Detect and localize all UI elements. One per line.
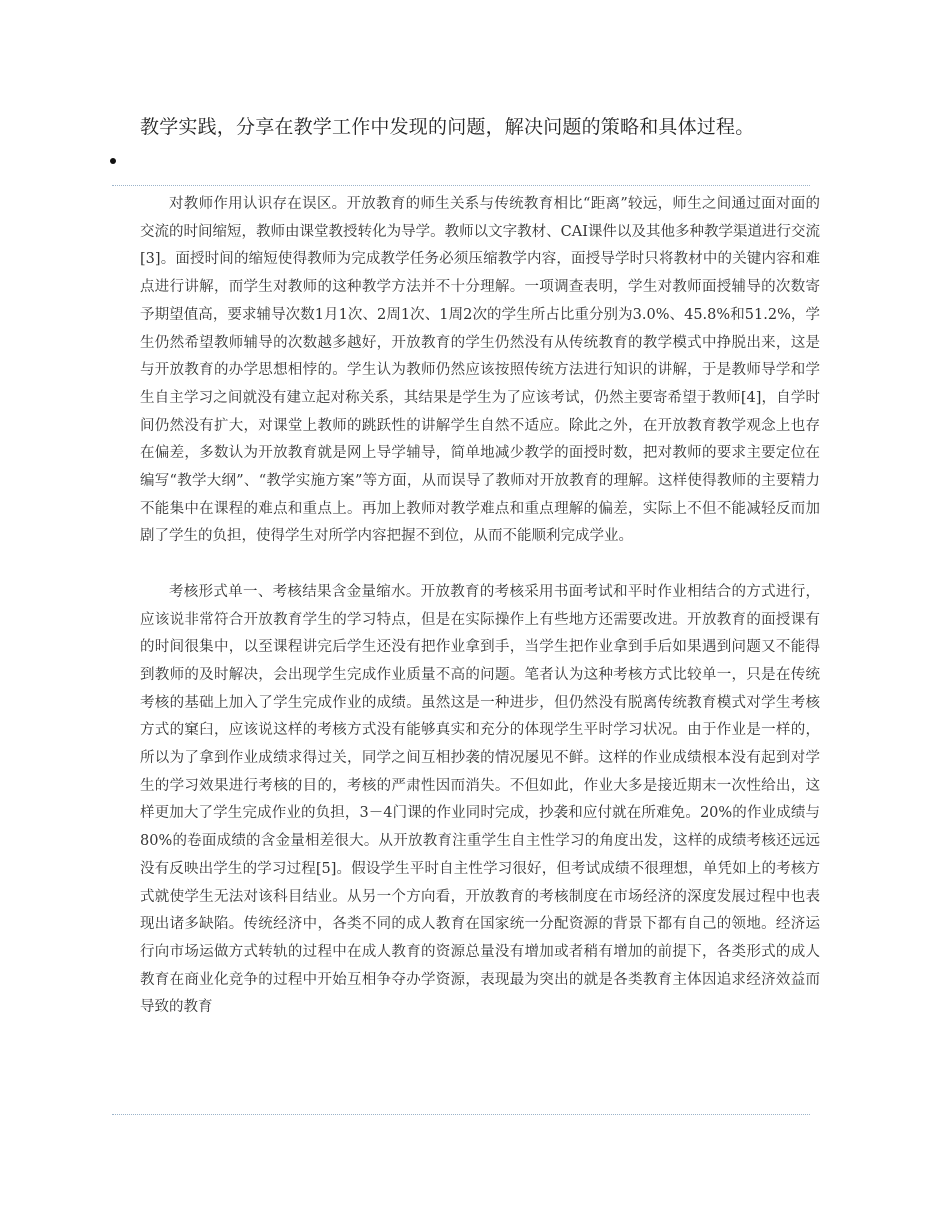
top-dotted-divider: [112, 185, 810, 186]
page-title: 教学实践，分享在教学工作中发现的问题，解决问题的策略和具体过程。: [140, 116, 755, 138]
bottom-dotted-divider: [112, 1114, 810, 1115]
paragraph-teacher-role: 对教师作用认识存在误区。开放教育的师生关系与传统教育相比“距离”较远，师生之间通过面对面的交流的时间缩短，教师由课堂教授转化为导学。教师以文字教材、CAI课件以及其他多种教学渠道进行交流[3]。面授时间的缩短使得教师为完成教学任务必须压缩教学内容，面授导学时只将教材中的关键内容和难点进行讲解，而学生对教师的这种教学方法并不十分理解。一项调查表明，学生对教师面授辅导的次数寄予期望值高，要求辅导次数1月1次、2周1次、1周2次的学生所占比重分别为3.0%、45.8%和51.2%，学生仍然希望教师辅导的次数越多越好，开放教育的学生仍然没有从传统教育的教学模式中挣脱出来，这是与开放教育的办学思想相悖的。学生认为教师仍然应该按照传统方法进行知识的讲解，于是教师导学和学生自主学习之间就没有建立起对称关系，其结果是学生为了应该考试，仍然主要寄希望于教师[4]，自学时间仍然没有扩大，对课堂上教师的跳跃性的讲解学生自然不适应。除此之外，在开放教育教学观念上也存在偏差，多数认为开放教育就是网上导学辅导，简单地减少教学的面授时数，把对教师的要求主要定位在编写“教学大纲”、“教学实施方案”等方面，从而误导了教师对开放教育的理解。这样使得教师的主要精力不能集中在课程的难点和重点上。再加上教师对教学难点和重点理解的偏差，实际上不但不能减轻反而加剧了学生的负担，使得学生对所学内容把握不到位，从而不能顺利完成学业。: [140, 196, 820, 545]
article-body: [140, 191, 820, 1022]
paragraph-assessment: 考核形式单一、考核结果含金量缩水。开放教育的考核采用书面考试和平时作业相结合的方式进行，应该说非常符合开放教育学生的学习特点，但是在实际操作上有些地方还需要改进。开放教育的面授课有的时间很集中，以至课程讲完后学生还没有把作业拿到手，当学生把作业拿到手后如果遇到问题又不能得到教师的及时解决，会出现学生完成作业质量不高的问题。笔者认为这种考核方式比较单一，只是在传统考核的基础上加入了学生完成作业的成绩。虽然这是一种进步，但仍然没有脱离传统教育模式对学生考核方式的窠臼，应该说这样的考核方式没有能够真实和充分的体现学生平时学习状况。由于作业是一样的，所以为了拿到作业成绩求得过关，同学之间互相抄袭的情况屡见不鲜。这样的作业成绩根本没有起到对学生的学习效果进行考核的目的，考核的严肃性因而消失。不但如此，作业大多是接近期末一次性给出，这样更加大了学生完成作业的负担，3－4门课的作业同时完成，抄袭和应付就在所难免。20%的作业成绩与80%的卷面成绩的含金量相差很大。从开放教育注重学生自主性学习的角度出发，这样的成绩考核还远远没有反映出学生的学习过程[5]。假设学生平时自主性学习很好，但考试成绩不很理想，单凭如上的考核方式就使学生无法对该科目结业。从另一个方向看，开放教育的考核制度在市场经济的深度发展过程中也表现出诸多缺陷。传统经济中，各类不同的成人教育在国家统一分配资源的背景下都有自己的领地。经济运行向市场运做方式转轨的过程中在成人教育的资源总量没有增加或者稍有增加的前提下，各类形式的成人教育在商业化竞争的过程中开始互相争夺办学资源，表现最为突出的就是各类教育主体因追求经济效益而导致的教育: [140, 583, 820, 1016]
list-bullet: [110, 158, 116, 164]
